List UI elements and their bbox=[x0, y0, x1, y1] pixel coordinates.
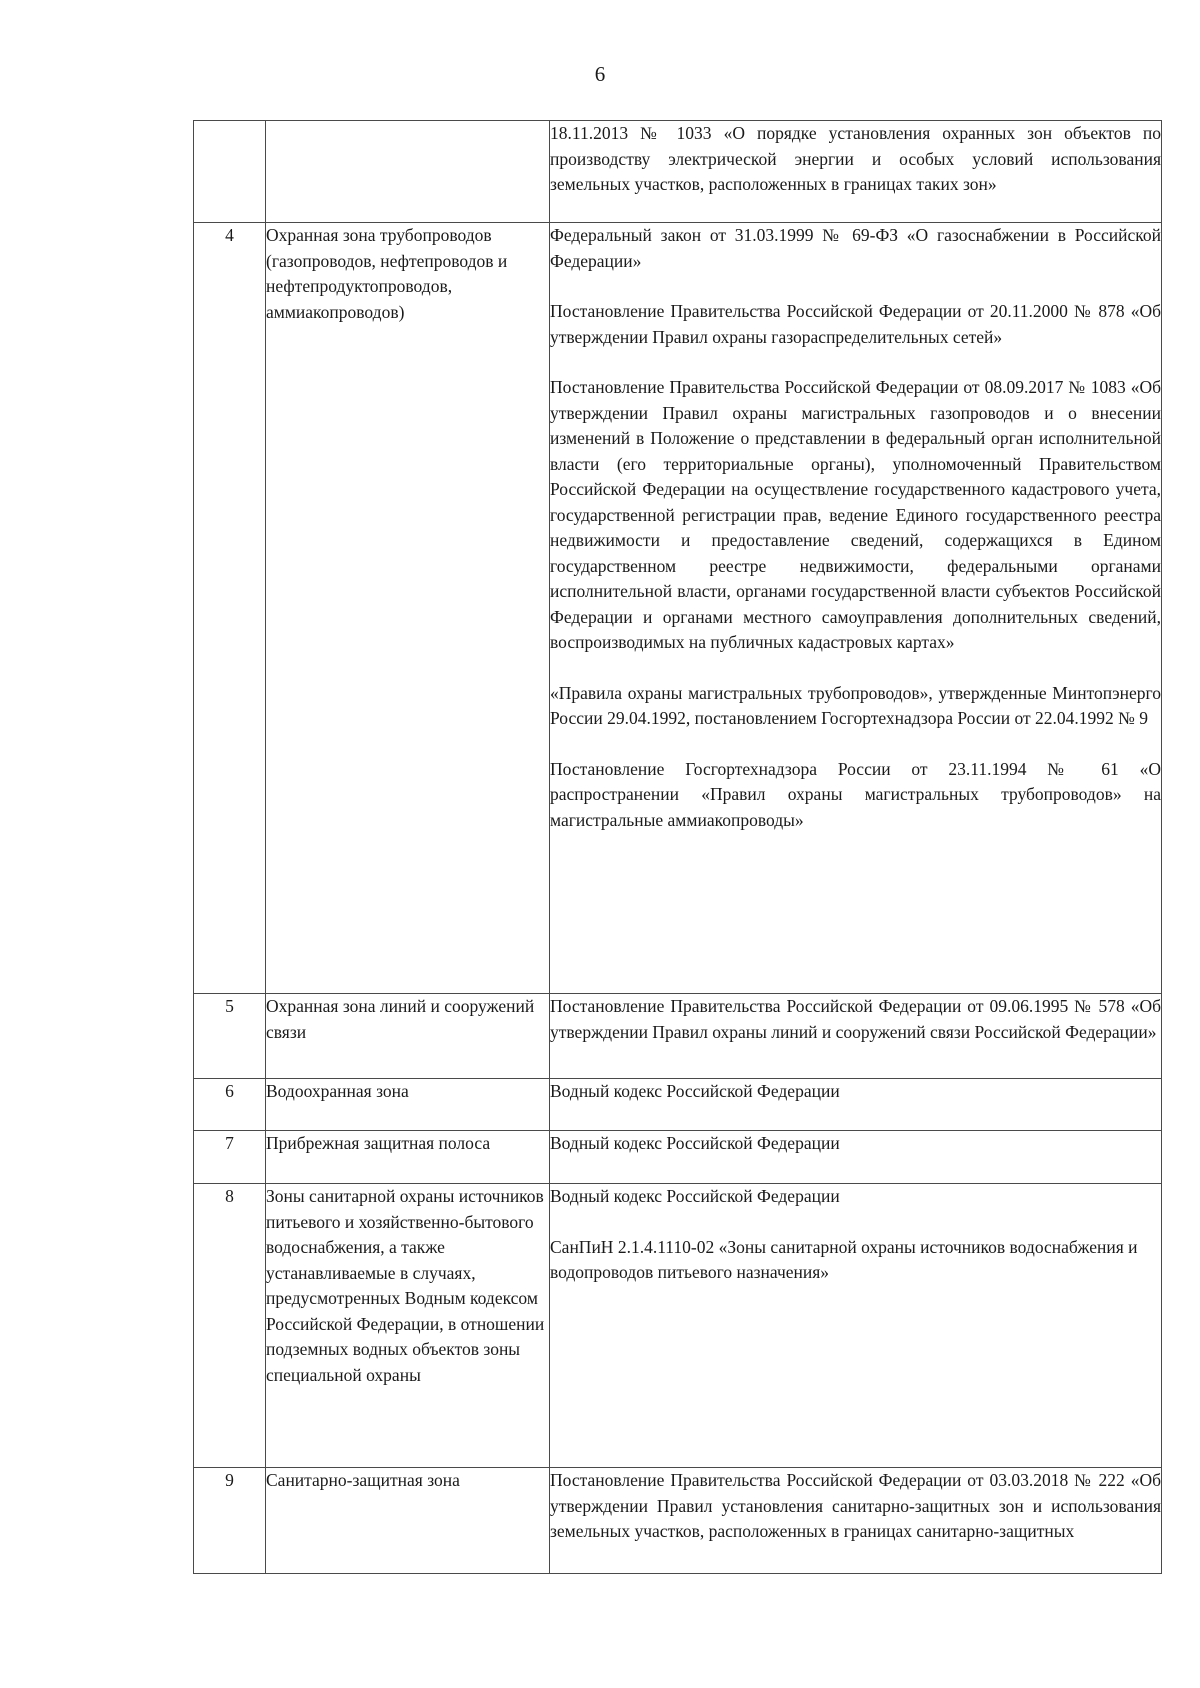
legal-act: Водный кодекс Российской Федерации bbox=[550, 1186, 840, 1206]
legal-acts bbox=[550, 1079, 1162, 1131]
table-row bbox=[194, 1184, 1162, 1468]
legal-act: Постановление Госгортехнадзора России от 23.11.1994 № 61 «О распространении «Правил охраны магистральных трубопроводов» на магистральные аммиакопроводы» bbox=[550, 758, 1161, 830]
table-row bbox=[194, 1468, 1162, 1574]
table-row bbox=[194, 1131, 1162, 1184]
table-row bbox=[194, 121, 1162, 223]
row-number bbox=[194, 121, 266, 223]
row-number: 4 bbox=[194, 223, 266, 994]
zones-table bbox=[193, 120, 1162, 1574]
table-row bbox=[194, 994, 1162, 1079]
legal-act: Федеральный закон от 31.03.1999 № 69-ФЗ «О газоснабжении в Российской Федерации» bbox=[550, 225, 1161, 271]
row-number: 6 bbox=[194, 1079, 266, 1131]
legal-acts bbox=[550, 121, 1162, 223]
row-number: 5 bbox=[194, 994, 266, 1079]
legal-acts bbox=[550, 223, 1162, 994]
legal-act: «Правила охраны магистральных трубопроводов», утвержденные Минтопэнерго России 29.04.1992, постановлением Госгортехнадзора России от 22.04.1992 № 9 bbox=[550, 682, 1161, 728]
zone-name bbox=[266, 121, 550, 223]
legal-act: Водный кодекс Российской Федерации bbox=[550, 1133, 840, 1153]
zone-name: Санитарно-защитная зона bbox=[266, 1468, 550, 1574]
row-number: 7 bbox=[194, 1131, 266, 1184]
table-row bbox=[194, 1079, 1162, 1131]
zone-name: Прибрежная защитная полоса bbox=[266, 1131, 550, 1184]
table-row bbox=[194, 223, 1162, 994]
legal-act: СанПиН 2.1.4.1110-02 «Зоны санитарной охраны источников водоснабжения и водопроводов питьевого назначения» bbox=[550, 1236, 1138, 1282]
zone-name: Водоохранная зона bbox=[266, 1079, 550, 1131]
zone-name: Охранная зона трубопроводов (газопроводов, нефтепроводов и нефтепродуктопроводов, аммиакопроводов) bbox=[266, 223, 550, 994]
legal-acts bbox=[550, 1184, 1162, 1468]
legal-act: Постановление Правительства Российской Федерации от 08.09.2017 № 1083 «Об утверждении Правил охраны магистральных газопроводов и о внесении изменений в Положение о представлении в федеральный орган исполнительной власти (его территориальные органы), уполномоченный Правительством Российской Федерации на осуществление государственного кадастрового учета, государственной регистрации прав, ведение Единого государственного реестра недвижимости и предоставление сведений, содержащихся в Едином государственном реестре недвижимости, федеральными органами исполнительной власти, органами государственной власти субъектов Российской Федерации и органами местного самоуправления дополнительных сведений, воспроизводимых на публичных кадастровых картах» bbox=[550, 377, 1161, 652]
row-number: 9 bbox=[194, 1468, 266, 1574]
zone-name: Зоны санитарной охраны источников питьевого и хозяйственно-бытового водоснабжения, а также устанавливаемые в случаях, предусмотренных Водным кодексом Российской Федерации, в отношении подземных водных объектов зоны специальной охраны bbox=[266, 1184, 550, 1468]
legal-acts bbox=[550, 1468, 1162, 1574]
legal-act: 18.11.2013 № 1033 «О порядке установления охранных зон объектов по производству электрической энергии и особых условий использования земельных участков, расположенных в границах таких зон» bbox=[550, 123, 1161, 194]
legal-acts bbox=[550, 1131, 1162, 1184]
legal-acts bbox=[550, 994, 1162, 1079]
page-number: 6 bbox=[594, 62, 606, 86]
legal-act: Постановление Правительства Российской Федерации от 20.11.2000 № 878 «Об утверждении Правил охраны газораспределительных сетей» bbox=[550, 301, 1161, 347]
legal-act: Постановление Правительства Российской Федерации от 03.03.2018 № 222 «Об утверждении Правил установления санитарно-защитных зон и использования земельных участков, расположенных в границах санитарно-защитных bbox=[550, 1470, 1161, 1541]
legal-act: Водный кодекс Российской Федерации bbox=[550, 1081, 840, 1101]
legal-act: Постановление Правительства Российской Федерации от 09.06.1995 № 578 «Об утверждении Правил охраны линий и сооружений связи Российской Федерации» bbox=[550, 996, 1161, 1042]
zone-name: Охранная зона линий и сооружений связи bbox=[266, 994, 550, 1079]
row-number: 8 bbox=[194, 1184, 266, 1468]
